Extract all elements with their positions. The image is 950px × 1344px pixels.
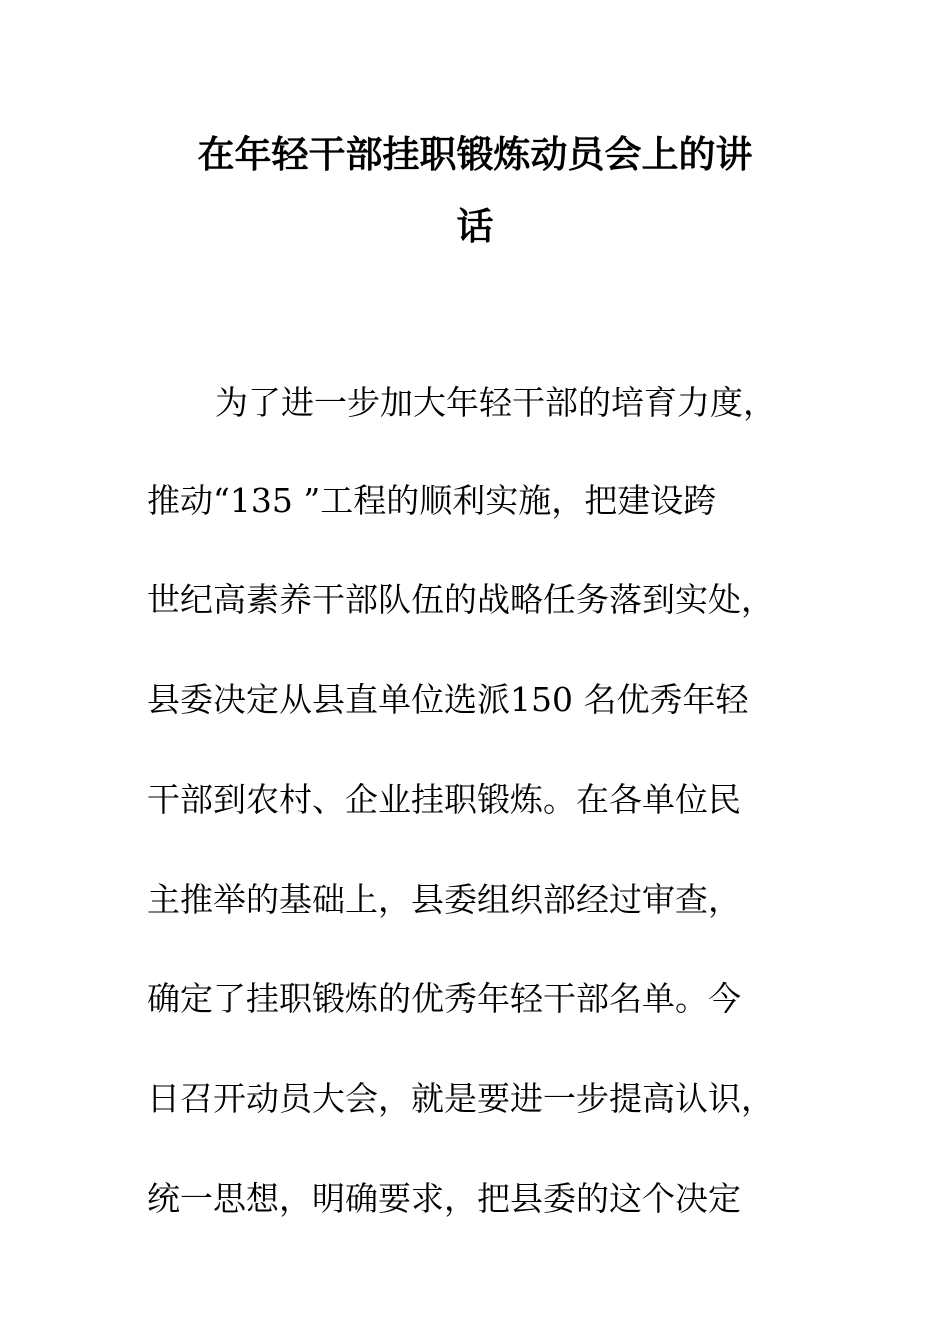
paragraph-line-2: 推动“135 ”工程的顺利实施，把建设跨 (147, 481, 717, 520)
paragraph-line-1: 为了进一步加大年轻干部的培育力度， (215, 383, 776, 422)
paragraph-line-6: 主推举的基础上，县委组织部经过审查， (147, 880, 741, 919)
document-title-line-1: 在年轻干部挂职锻炼动员会上的讲 (197, 133, 753, 176)
paragraph-line-7: 确定了挂职锻炼的优秀年轻干部名单。今 (147, 979, 741, 1018)
document-title-line-2: 话 (456, 205, 494, 248)
paragraph-line-8: 日召开动员大会，就是要进一步提高认识， (147, 1079, 774, 1118)
paragraph-line-3: 世纪高素养干部队伍的战略任务落到实处， (147, 580, 774, 619)
paragraph-line-5: 干部到农村、企业挂职锻炼。在各单位民 (147, 780, 741, 819)
paragraph-line-4: 县委决定从县直单位选派150 名优秀年轻 (147, 680, 749, 719)
paragraph-line-9: 统一思想，明确要求，把县委的这个决定 (147, 1179, 741, 1218)
